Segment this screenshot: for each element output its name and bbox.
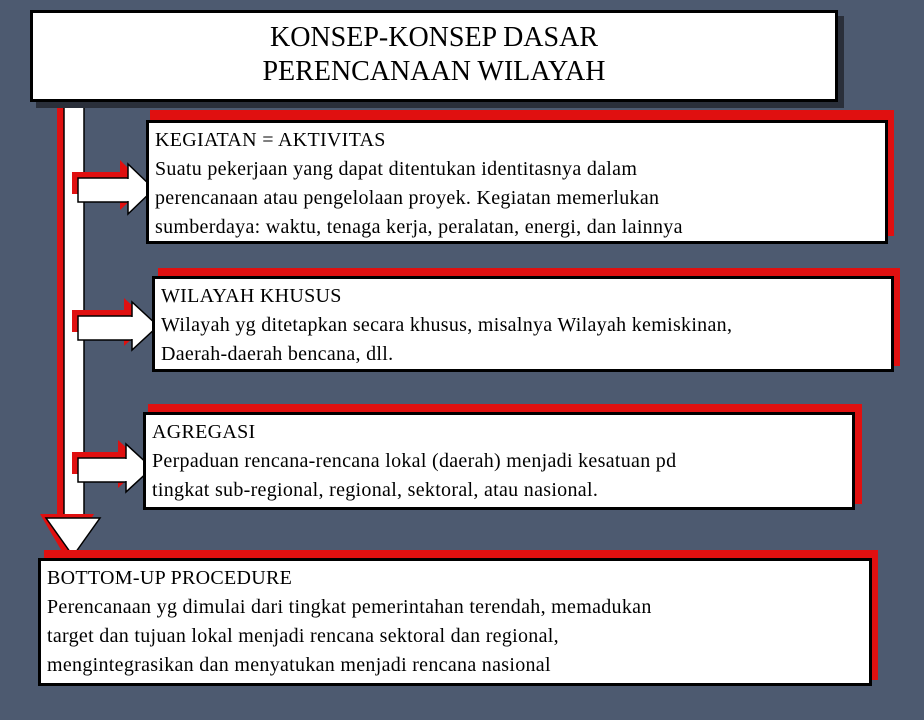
box-line: Perencanaan yg dimulai dari tingkat pemerintahan terendah, memadukan: [47, 596, 652, 618]
box-heading: KEGIATAN = AKTIVITAS: [155, 129, 386, 151]
box-bottom-up: [38, 558, 872, 686]
box-line: sumberdaya: waktu, tenaga kerja, peralatan, energi, dan lainnya: [155, 216, 683, 238]
box-line: perencanaan atau pengelolaan proyek. Kegiatan memerlukan: [155, 187, 660, 209]
box-line: mengintegrasikan dan menyatukan menjadi rencana nasional: [47, 654, 551, 676]
title-line-1: KONSEP-KONSEP DASAR: [269, 22, 598, 53]
box-wilayah-khusus: [152, 276, 894, 372]
box-heading: BOTTOM-UP PROCEDURE: [47, 567, 293, 589]
box-kegiatan: [146, 120, 888, 244]
box-heading: WILAYAH KHUSUS: [161, 285, 342, 307]
box-line: Wilayah yg ditetapkan secara khusus, misalnya Wilayah kemiskinan,: [161, 314, 733, 336]
box-line: target dan tujuan lokal menjadi rencana sektoral dan regional,: [47, 625, 559, 647]
box-line: tingkat sub-regional, regional, sektoral, atau nasional.: [152, 479, 599, 501]
side-arrow-2: [72, 298, 158, 350]
box-line: Daerah-daerah bencana, dll.: [161, 343, 394, 365]
box-heading: AGREGASI: [152, 421, 256, 443]
box-line: Perpaduan rencana-rencana lokal (daerah) menjadi kesatuan pd: [152, 450, 677, 472]
box-line: Suatu pekerjaan yang dapat ditentukan identitasnya dalam: [155, 158, 638, 180]
title-box: [30, 10, 838, 102]
title-line-2: PERENCANAAN WILAYAH: [262, 56, 606, 87]
box-agregasi: [143, 412, 855, 510]
